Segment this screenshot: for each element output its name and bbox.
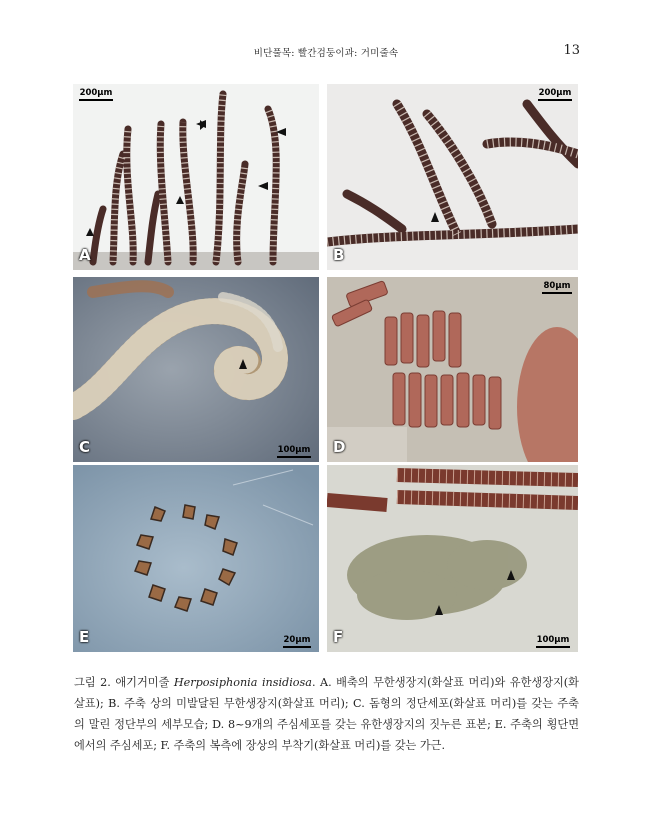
panel-a-micrograph	[73, 84, 319, 270]
scale-bar-f: 100µm	[536, 635, 570, 648]
figure-caption	[74, 672, 579, 756]
panel-b-micrograph	[327, 84, 578, 270]
panel-letter-a: A	[79, 246, 91, 264]
panel-c-micrograph	[73, 277, 319, 462]
scale-bar-d: 80µm	[542, 281, 572, 294]
caption-common-name: 애기거미줄	[115, 676, 170, 689]
panel-letter-c: C	[79, 438, 91, 456]
panel-f-micrograph	[327, 465, 578, 652]
figure-panel-a	[73, 84, 319, 270]
caption-text: . A. 배축의 무한생장지(화살표 머리)와 유한생장지(화살표); B. 주축 상의 미발달된 무한생장지(화살표 머리); C. 돔형의 정단세포(화살표 머리)를 갖는 주축의 말린 정단부의 세부모습; D. 8~9개의 주심세포를 갖는 유한생장지의 짓누른 표본; E. 주축의 횡단면에서의 주심세포; F. 주축의 복측에 장상의 부착기(화살표 머리)를 갖는 가근.	[74, 676, 579, 752]
caption-species: Herposiphonia insidiosa	[173, 676, 312, 689]
figure-panel-c	[73, 277, 319, 462]
figure-plate	[73, 84, 578, 652]
panel-letter-f: F	[333, 628, 344, 646]
panel-e-micrograph	[73, 465, 319, 652]
figure-panel-f	[327, 465, 578, 652]
panel-letter-b: B	[333, 246, 345, 264]
caption-label: 그림 2.	[74, 676, 111, 689]
scale-bar-c: 100µm	[277, 445, 311, 458]
running-title: 비단풀목: 빨간검둥이과: 거미줄속	[253, 48, 399, 59]
scale-bar-b: 200µm	[538, 88, 572, 101]
panel-d-micrograph	[327, 277, 578, 462]
panel-letter-e: E	[79, 628, 90, 646]
scale-bar-a: 200µm	[79, 88, 113, 101]
panel-letter-d: D	[333, 438, 346, 456]
running-head	[0, 44, 652, 60]
page-number: 13	[563, 43, 580, 58]
figure-panel-d	[327, 277, 578, 462]
figure-panel-b	[327, 84, 578, 270]
scale-bar-e: 20µm	[283, 635, 311, 648]
figure-panel-e	[73, 465, 319, 652]
